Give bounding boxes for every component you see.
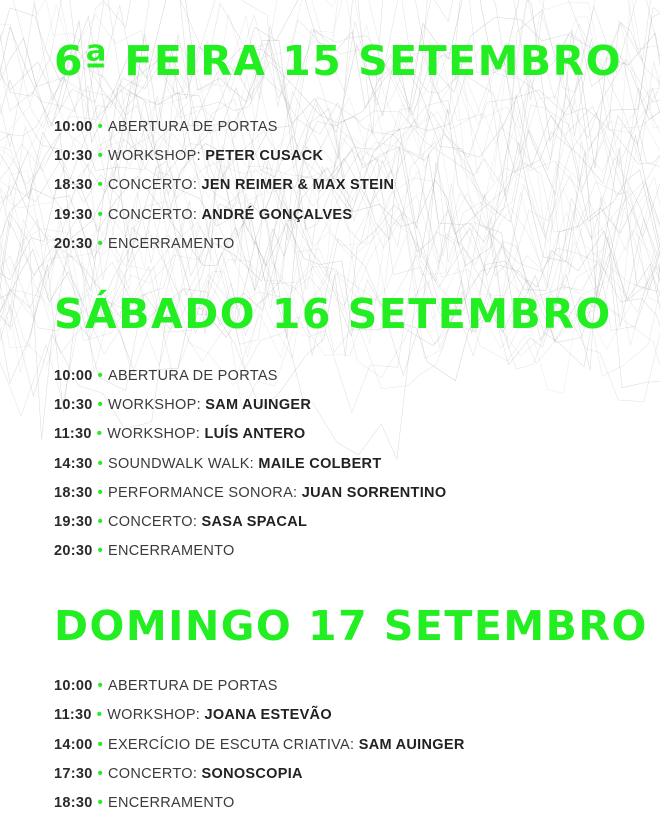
event-time: 10:30: [54, 397, 93, 414]
event-time: 18:30: [54, 795, 93, 811]
schedule-row: [54, 230, 660, 259]
schedule-row: [54, 672, 660, 701]
event-time: 11:30: [54, 426, 92, 443]
day-section-sunday: [54, 603, 660, 818]
event-type: CONCERTO:: [107, 765, 198, 782]
event-type: ENCERRAMENTO: [107, 795, 235, 811]
event-type: ABERTURA DE PORTAS: [107, 119, 278, 135]
event-time: 14:30: [54, 455, 93, 472]
event-type: WORKSHOP:: [107, 148, 201, 165]
schedule-row: [54, 789, 660, 818]
bullet-separator: •: [96, 707, 103, 724]
event-type: ABERTURA DE PORTAS: [107, 678, 278, 695]
event-type: WORKSHOP:: [107, 707, 201, 724]
bullet-separator: •: [97, 455, 103, 472]
schedule-row: [54, 201, 660, 230]
schedule-row: [54, 537, 660, 566]
schedule-row: [54, 420, 660, 449]
day-heading: DOMINGO 17 SETEMBRO: [54, 602, 648, 651]
event-name: SAM AUINGER: [358, 736, 465, 753]
event-time: 14:00: [54, 736, 93, 753]
schedule-list: [54, 362, 660, 566]
event-name: SAM AUINGER: [205, 397, 312, 414]
bullet-separator: •: [97, 235, 103, 252]
bullet-separator: •: [97, 736, 103, 753]
event-type: ABERTURA DE PORTAS: [107, 367, 278, 384]
event-type: PERFORMANCE SONORA:: [107, 484, 298, 501]
event-time: 20:30: [54, 235, 93, 252]
event-type: CONCERTO:: [107, 177, 198, 194]
bullet-separator: •: [97, 513, 103, 530]
schedule-row: [54, 701, 660, 730]
event-time: 10:00: [54, 367, 93, 384]
event-time: 11:30: [54, 707, 92, 724]
bullet-separator: •: [97, 397, 103, 414]
event-name: SONOSCOPIA: [201, 765, 303, 782]
event-time: 17:30: [54, 765, 93, 782]
event-name: LUÍS ANTERO: [204, 426, 306, 443]
event-name: JEN REIMER & MAX STEIN: [201, 177, 395, 194]
event-name: ANDRÉ GONÇALVES: [201, 206, 353, 223]
bullet-separator: •: [97, 206, 103, 223]
day-section-saturday: [54, 291, 660, 566]
event-type: ENCERRAMENTO: [107, 543, 235, 560]
schedule-list: [54, 672, 660, 818]
schedule-list: [54, 113, 660, 259]
schedule-row: [54, 362, 660, 391]
event-type: WORKSHOP:: [107, 397, 201, 414]
event-name: MAILE COLBERT: [258, 455, 382, 472]
bullet-separator: •: [97, 765, 103, 782]
event-name: JOANA ESTEVÃO: [204, 707, 332, 724]
bullet-separator: •: [97, 484, 103, 501]
event-time: 18:30: [54, 177, 93, 194]
event-name: PETER CUSACK: [205, 148, 324, 165]
event-time: 20:30: [54, 543, 93, 560]
schedule-row: [54, 450, 660, 479]
bullet-separator: •: [97, 678, 103, 695]
event-type: WORKSHOP:: [107, 426, 201, 443]
event-type: CONCERTO:: [107, 206, 198, 223]
event-type: SOUNDWALK WALK:: [107, 455, 255, 472]
event-time: 19:30: [54, 513, 93, 530]
schedule-row: [54, 142, 660, 171]
event-type: EXERCÍCIO DE ESCUTA CRIATIVA:: [107, 736, 355, 753]
bullet-separator: •: [97, 543, 103, 560]
event-time: 19:30: [54, 206, 93, 223]
schedule-row: [54, 171, 660, 200]
bullet-separator: •: [97, 367, 103, 384]
schedule-row: [54, 479, 660, 508]
day-heading: SÁBADO 16 SETEMBRO: [54, 289, 612, 338]
schedule-row: [54, 760, 660, 789]
day-section-friday: [54, 0, 660, 259]
bullet-separator: •: [97, 148, 103, 165]
bullet-separator: •: [97, 177, 103, 194]
event-time: 18:30: [54, 484, 93, 501]
event-name: SASA SPACAL: [201, 513, 308, 530]
event-time: 10:30: [54, 148, 93, 165]
event-type: CONCERTO:: [107, 513, 198, 530]
event-type: ENCERRAMENTO: [107, 235, 235, 252]
day-heading: 6ª FEIRA 15 SETEMBRO: [54, 37, 623, 85]
event-time: 10:00: [54, 119, 93, 135]
schedule-row: [54, 113, 660, 142]
schedule-row: [54, 391, 660, 420]
schedule-row: [54, 731, 660, 760]
event-time: 10:00: [54, 678, 93, 695]
event-name: JUAN SORRENTINO: [301, 484, 447, 501]
bullet-separator: •: [97, 795, 103, 811]
bullet-separator: •: [97, 119, 103, 135]
schedule-row: [54, 508, 660, 537]
bullet-separator: •: [96, 426, 103, 443]
